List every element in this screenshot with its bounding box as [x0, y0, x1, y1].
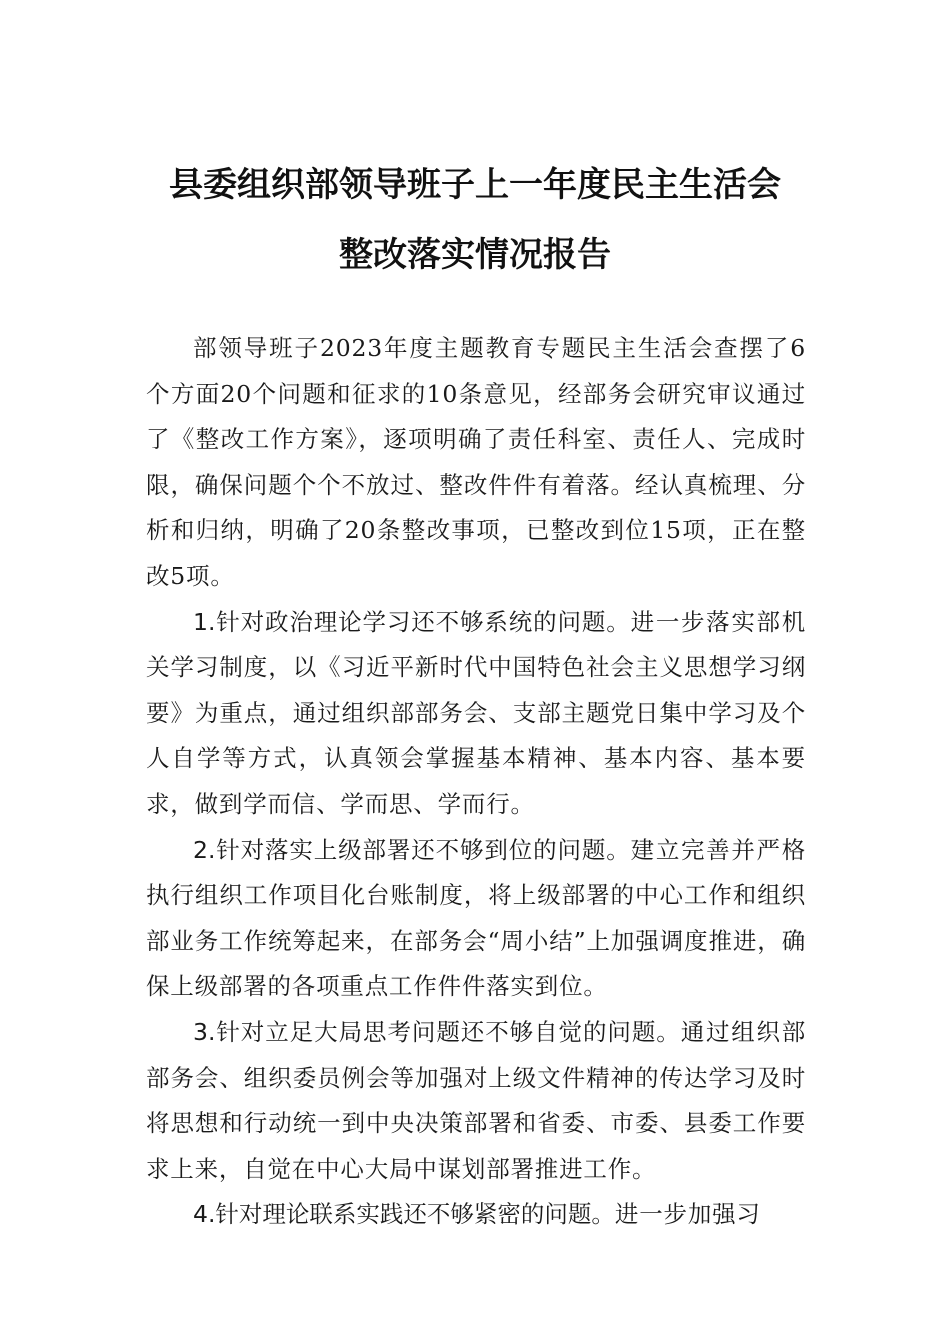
item-heading: 2.针对落实上级部署还不够到位的问题。: [193, 835, 631, 864]
item-heading: 4.针对理论联系实践还不够紧密的问题。: [193, 1200, 615, 1229]
item-paragraph-2: [146, 828, 806, 1010]
document-title-line-2: 整改落实情况报告: [339, 235, 611, 275]
item-text: 进一步加强习: [614, 1200, 761, 1229]
document-title-line-1: 县委组织部领导班子上一年度民主生活会: [169, 165, 781, 205]
item-heading: 1.针对政治理论学习还不够系统的问题。: [193, 607, 631, 636]
item-paragraph-4: [146, 1192, 806, 1238]
item-heading: 3.针对立足大局思考问题还不够自觉的问题。: [193, 1017, 681, 1046]
item-text: 进一步落实部机关学习制度，以《习近平新时代中国特色社会主义思想学习纲要》为重点，通过组织部部务会、支部主题党日集中学习及个人自学等方式，认真领会掌握基本精神、基本内容、基本要求，做到学而信、学而思、学而行。: [146, 607, 806, 818]
item-text: 建立完善并严格执行组织工作项目化台账制度，将上级部署的中心工作和组织部业务工作统筹起来，在部务会“周小结”上加强调度推进，确保上级部署的各项重点工作件件落实到位。: [146, 835, 806, 1001]
item-text: 通过组织部部务会、组织委员例会等加强对上级文件精神的传达学习及时将思想和行动统一到中央决策部署和省委、市委、县委工作要求上来，自觉在中心大局中谋划部署推进工作。: [146, 1017, 807, 1183]
item-paragraph-1: [146, 600, 806, 828]
intro-paragraph: 部领导班子2023年度主题教育专题民主生活会查摆了6个方面20个问题和征求的10条意见，经部务会研究审议通过了《整改工作方案》，逐项明确了责任科室、责任人、完成时限，确保问题个个不放过、整改件件有着落。经认真梳理、分析和归纳，明确了20条整改事项，已整改到位15项，正在整改5项。: [146, 334, 806, 590]
item-paragraph-3: [146, 1010, 806, 1192]
document-body: [146, 326, 806, 1238]
